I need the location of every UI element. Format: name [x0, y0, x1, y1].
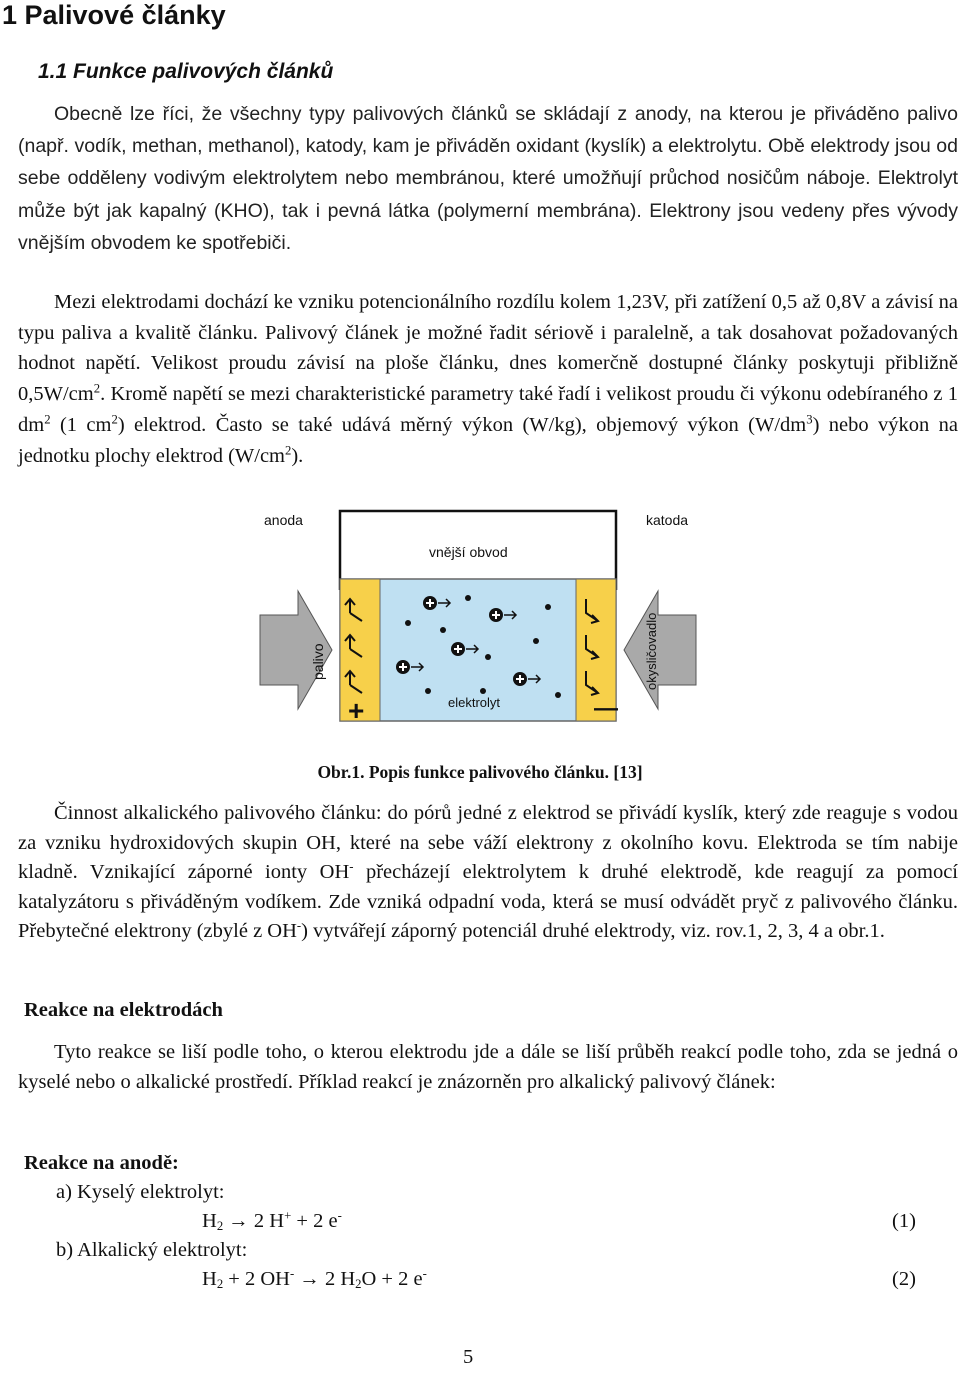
eq2-oh: + 2 OH	[223, 1268, 290, 1290]
heading-anode: Reakce na anodě:	[24, 1152, 179, 1174]
eq2-electrons: O + 2 e	[361, 1268, 423, 1290]
electron-dot	[555, 692, 561, 698]
electron-dot	[545, 604, 551, 610]
paragraph-voltage	[18, 287, 958, 471]
p3-sup-2: -	[296, 918, 302, 933]
section-title: 1.1 Funkce palivových článků	[38, 60, 334, 83]
heading-reactions: Reakce na elektrodách	[24, 999, 223, 1021]
case-alkaline: b) Alkalický elektrolyt:	[56, 1239, 248, 1261]
paragraph-reactions-text: Tyto reakce se liší podle toho, o kterou elektrodu jde a dále se liší průběh reakcí podle toho, zda se jedná o kyselé nebo o alkalické prostředí. Příklad reakcí je znázorněn pro alkalický palivový článek:	[18, 1041, 958, 1093]
case-acidic: a) Kyselý elektrolyt:	[56, 1181, 225, 1203]
equation-2	[202, 1268, 427, 1291]
p3-text-2: přecházejí elektrolytem k druhé elektrodě, kde reagují za pomocí katalyzátoru s přiváděným vodíkem. Zde vzniká odpadní voda, která se musí odvádět pryč z palivového článku. Přebytečné elektrony (zbylé z OH	[18, 861, 958, 943]
circuit-label: vnější obvod	[429, 544, 508, 560]
eq2-arrow: →	[299, 1268, 320, 1290]
eq2-water: 2 H	[324, 1268, 356, 1290]
p2-sup-1: 2	[93, 381, 101, 396]
fuel-cell-diagram	[258, 495, 698, 745]
fuel-label: palivo	[310, 643, 326, 680]
eq2-sub: 2	[216, 1277, 224, 1292]
eq1-h-plus: 2 H	[253, 1210, 285, 1232]
electron-dot	[425, 688, 431, 694]
equation-1	[202, 1210, 342, 1233]
eq1-sup-minus: -	[337, 1208, 342, 1223]
eq2-sup-minus-2: -	[422, 1266, 427, 1281]
figure-caption: Obr.1. Popis funkce palivového článku. [13]	[317, 762, 643, 782]
paragraph-intro	[18, 98, 958, 259]
p2-text-2: . Kromě napětí se mezi charakteristické parametry také řadí i velikost proudu či výkonu odebíraného z 1 dm	[18, 383, 958, 436]
p3-sup-1: -	[349, 859, 354, 874]
oxidant-label: okysličovadlo	[644, 612, 659, 690]
electron-dot	[440, 627, 446, 633]
electron-dot	[533, 638, 539, 644]
p2-text-1: Mezi elektrodami dochází ke vzniku potencionálního rozdílu kolem 1,23V, při zatížení 0,5 až 0,8V a závisí na typu paliva a kvalitě článku. Palivový článek je možné řadit sériově i paralelně, a tak dosahovat požadovaných hodnot napětí. Velikost proudu závisí na ploše článku, dnes komerčně dostupné články poskytuji přibližně 0,5W/cm	[18, 291, 958, 406]
p3-text-1: Činnost alkalického palivového článku: do pórů jedné z elektrod se přivádí kyslík, který zde reaguje s vodou za vzniku hydroxidových skupin OH, které na sebe váží elektrony z okolního kovu. Elektroda se tím nabije kladně. Vznikající záporné ionty OH	[18, 802, 958, 884]
electron-dot	[485, 654, 491, 660]
equation-1-number: (1)	[892, 1210, 916, 1232]
eq2-sup-minus: -	[289, 1266, 295, 1281]
plus-terminal: +	[348, 695, 365, 726]
page-number: 5	[463, 1346, 474, 1368]
cathode-label: katoda	[646, 512, 689, 528]
eq1-h: H	[202, 1210, 217, 1232]
eq1-sup-plus: +	[284, 1208, 292, 1223]
paragraph-reactions	[18, 1037, 958, 1097]
eq1-sub: 2	[216, 1219, 224, 1234]
p2-text-6: ).	[291, 444, 304, 467]
eq1-arrow: →	[228, 1210, 249, 1232]
eq2-h: H	[202, 1268, 217, 1290]
p2-sup-4: 3	[806, 412, 813, 427]
electron-dot	[405, 620, 411, 626]
equation-2-number: (2)	[892, 1268, 916, 1290]
p2-text-4: ) elektrod. Často se také udává měrný výkon (W/kg), objemový výkon (W/dm	[117, 413, 807, 436]
electron-dot	[480, 688, 486, 694]
anode-label: anoda	[264, 512, 303, 528]
p2-sup-5: 2	[285, 442, 292, 457]
p2-text-5: ) nebo výkon na jednotku plochy elektrod (W/cm	[18, 413, 959, 467]
electrolyte-label: elektrolyt	[448, 695, 501, 710]
minus-terminal: —	[594, 695, 618, 722]
paragraph-alkaline	[18, 799, 958, 947]
eq1-electrons: + 2 e	[291, 1210, 338, 1232]
paragraph-intro-text: Obecně lze říci, že všechny typy palivových článků se skládají z anody, na kterou je přiváděno palivo (např. vodík, methan, methanol), katody, kam je přiváděn oxidant (kyslík) a elektrolytu. Obě elektrody jsou od sebe odděleny vodivým elektrolytem nebo membránou, které umožňují průchod nosičům náboje. Elektrolyt může být jak kapalný (KHO), tak i pevná látka (polymerní membrána). Elektrony jsou vedeny přes vývody vnějším obvodem ke spotřebiči.	[18, 103, 958, 254]
chapter-title: 1 Palivové články	[2, 0, 226, 30]
p3-text-3: ) vytvářejí záporný potenciál druhé elektrody, viz. rov.1, 2, 3, 4 a obr.1.	[301, 920, 885, 943]
p2-sup-2: 2	[44, 412, 51, 427]
p2-sup-3: 2	[111, 412, 118, 427]
p2-text-3: (1 cm	[50, 413, 112, 436]
electron-dot	[465, 595, 471, 601]
eq2-water-sub: 2	[355, 1277, 362, 1292]
